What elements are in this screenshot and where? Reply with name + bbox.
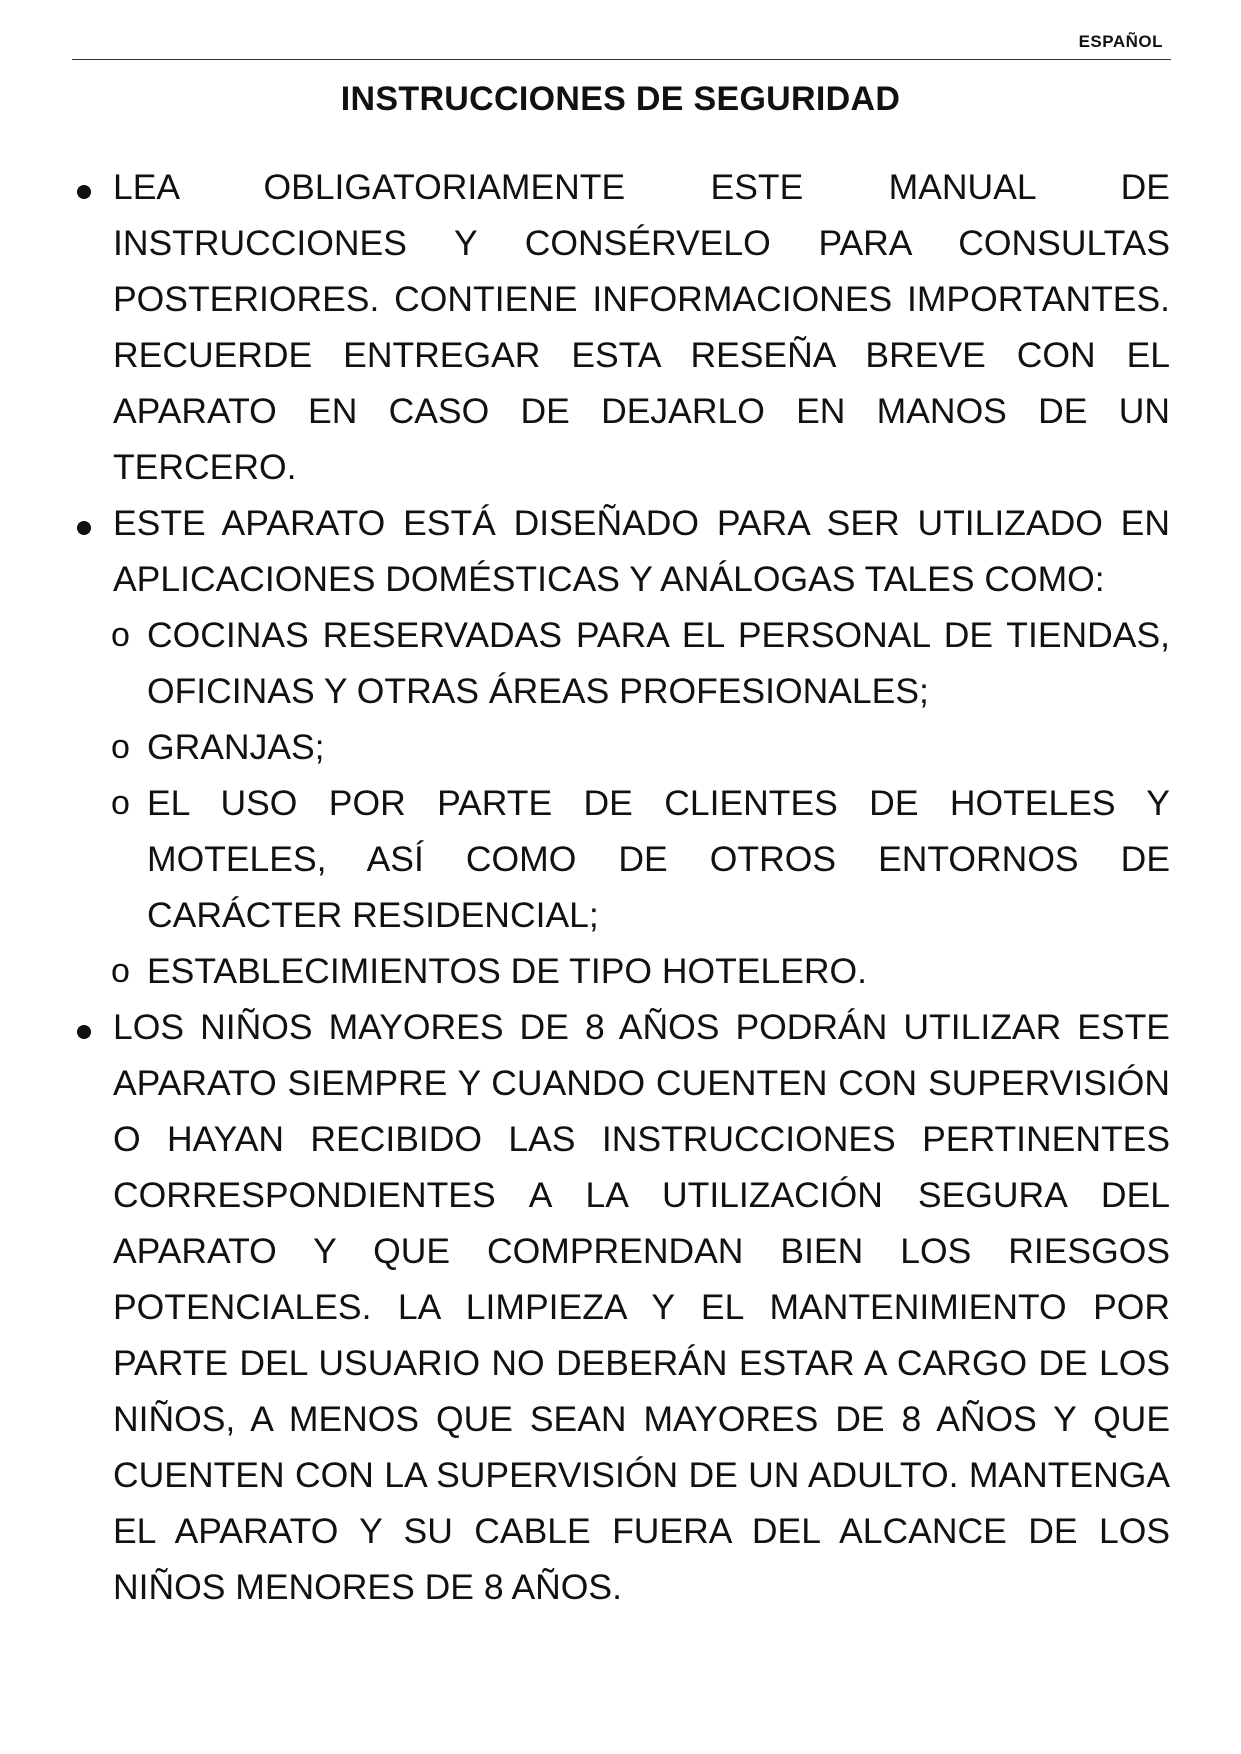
- safety-instructions-body: [72, 159, 1170, 1615]
- page-title: INSTRUCCIONES DE SEGURIDAD: [340, 80, 901, 118]
- bullet-icon: [77, 1025, 91, 1039]
- list-item-text: LOS NIÑOS MAYORES DE 8 AÑOS PODRÁN UTILIZAR ESTE APARATO SIEMPRE Y CUANDO CUENTEN CON SUPERVISIÓN O HAYAN RECIBIDO LAS INSTRUCCIONES PERTINENTES CORRESPONDIENTES A LA UTILIZACIÓN SEGURA DEL APARATO Y QUE COMPRENDAN BIEN LOS RIESGOS POTENCIALES. LA LIMPIEZA Y EL MANTENIMIENTO POR PARTE DEL USUARIO NO DEBERÁN ESTAR A CARGO DE LOS NIÑOS, A MENOS QUE SEAN MAYORES DE 8 AÑOS Y QUE CUENTEN CON LA SUPERVISIÓN DE UN ADULTO. MANTENGA EL APARATO Y SU CABLE FUERA DEL ALCANCE DE LOS NIÑOS MENORES DE 8 AÑOS.: [113, 1007, 1170, 1607]
- list-item-text: ESTE APARATO ESTÁ DISEÑADO PARA SER UTILIZADO EN APLICACIONES DOMÉSTICAS Y ANÁLOGAS TALES COMO:: [113, 503, 1170, 599]
- bullet-icon: [77, 521, 91, 535]
- sub-list-item: [72, 775, 1170, 943]
- sub-list-item: [72, 943, 1170, 999]
- sub-list-item-text: ESTABLECIMIENTOS DE TIPO HOTELERO.: [147, 951, 868, 991]
- list-item: [72, 999, 1170, 1615]
- circle-bullet-icon: o: [111, 616, 130, 654]
- sub-list-item-text: EL USO POR PARTE DE CLIENTES DE HOTELES Y MOTELES, ASÍ COMO DE OTROS ENTORNOS DE CARÁCTER RESIDENCIAL;: [147, 783, 1170, 935]
- sub-list: [72, 607, 1170, 999]
- language-label: ESPAÑOL: [1078, 32, 1163, 51]
- sub-list-item-text: GRANJAS;: [147, 727, 325, 767]
- list-item: [72, 495, 1170, 607]
- bullet-list: [72, 159, 1170, 607]
- circle-bullet-icon: o: [111, 952, 130, 990]
- sub-list-item-text: COCINAS RESERVADAS PARA EL PERSONAL DE TIENDAS, OFICINAS Y OTRAS ÁREAS PROFESIONALES;: [147, 615, 1170, 711]
- list-item-text: LEA OBLIGATORIAMENTE ESTE MANUAL DE INSTRUCCIONES Y CONSÉRVELO PARA CONSULTAS POSTERIORES. CONTIENE INFORMACIONES IMPORTANTES. RECUERDE ENTREGAR ESTA RESEÑA BREVE CON EL APARATO EN CASO DE DEJARLO EN MANOS DE UN TERCERO.: [113, 167, 1170, 487]
- sub-list-item: [72, 719, 1170, 775]
- header-divider: [72, 59, 1171, 60]
- bullet-list: [72, 999, 1170, 1615]
- circle-bullet-icon: o: [111, 784, 130, 822]
- sub-list-item: [72, 607, 1170, 719]
- circle-bullet-icon: o: [111, 728, 130, 766]
- list-item: [72, 159, 1170, 495]
- bullet-icon: [77, 185, 91, 199]
